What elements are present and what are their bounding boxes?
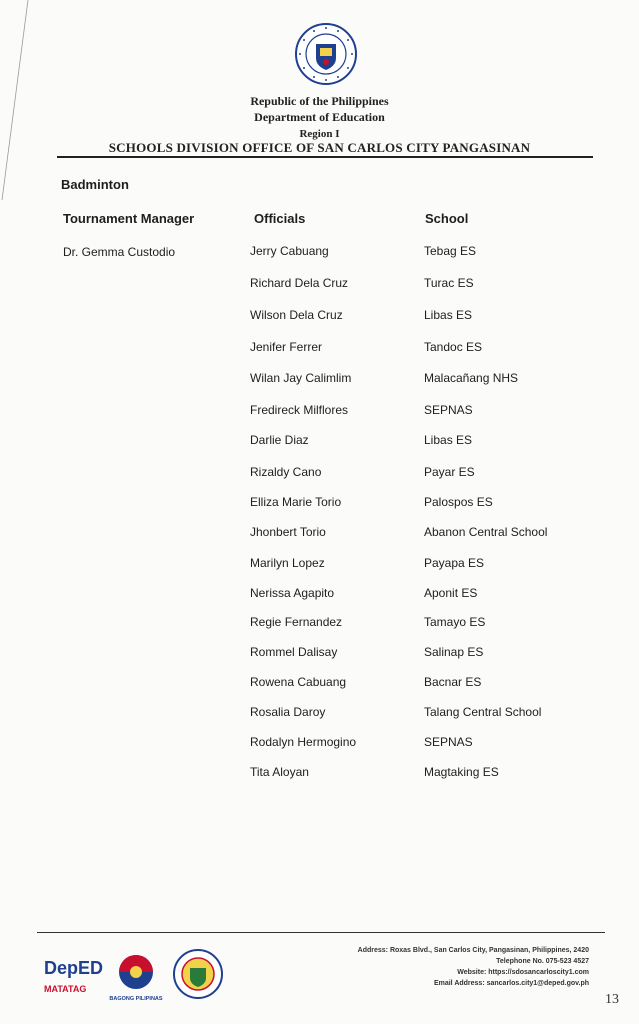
header-republic: Republic of the Philippines — [250, 94, 389, 108]
school-name: Bacnar ES — [424, 675, 482, 689]
official-name: Marilyn Lopez — [250, 556, 325, 570]
tournament-manager-name: Dr. Gemma Custodio — [63, 245, 176, 259]
school-name: Malacañang NHS — [424, 371, 519, 385]
table-row — [0, 276, 639, 292]
official-name: Wilson Dela Cruz — [250, 308, 343, 322]
official-name: Rizaldy Cano — [250, 465, 322, 479]
table-row — [0, 735, 639, 751]
footer-website[interactable]: Website: https://sdosancarloscity1.com — [457, 969, 589, 976]
table-row — [0, 403, 639, 419]
school-name: Abanon Central School — [424, 525, 548, 539]
table-row — [0, 308, 639, 324]
official-name: Rosalia Daroy — [250, 705, 326, 719]
official-name: Jhonbert Torio — [250, 525, 326, 539]
school-name: Tandoc ES — [424, 340, 483, 354]
school-name: Tebag ES — [424, 244, 477, 258]
table-row — [0, 645, 639, 661]
school-name: Salinap ES — [424, 645, 484, 659]
official-name: Richard Dela Cruz — [250, 276, 349, 290]
school-name: Payar ES — [424, 465, 475, 479]
table-row — [0, 586, 639, 602]
official-name: Elliza Marie Torio — [250, 495, 342, 509]
table-row — [0, 371, 639, 387]
table-row — [0, 765, 639, 781]
school-name: SEPNAS — [424, 403, 473, 417]
header-divider — [57, 156, 593, 158]
header-region: Region I — [299, 128, 340, 140]
school-name: Tamayo ES — [424, 615, 486, 629]
school-name: Libas ES — [424, 308, 473, 322]
official-name: Jerry Cabuang — [250, 244, 329, 258]
table-row — [0, 244, 639, 260]
table-row — [0, 433, 639, 449]
column-header-school: School — [425, 211, 469, 226]
section-title: Badminton — [61, 177, 129, 192]
official-name: Regie Fernandez — [250, 615, 343, 629]
logo-bagong-pilipinas-text: BAGONG PILIPINAS — [109, 996, 163, 1002]
official-name: Rowena Cabuang — [250, 675, 347, 689]
school-name: SEPNAS — [424, 735, 473, 749]
column-header-officials: Officials — [254, 211, 306, 226]
footer-logos — [40, 946, 240, 1006]
official-name: Wilan Jay Calimlim — [250, 371, 352, 385]
table-row — [0, 615, 639, 631]
column-header-tournament-manager: Tournament Manager — [63, 211, 195, 226]
school-name: Libas ES — [424, 433, 473, 447]
school-name: Palospos ES — [424, 495, 493, 509]
page-number: 13 — [605, 992, 619, 1007]
official-name: Nerissa Agapito — [250, 586, 335, 600]
footer-contact — [358, 945, 589, 989]
table-row — [0, 525, 639, 541]
official-name: Jenifer Ferrer — [250, 340, 323, 354]
deped-matatag-logo — [44, 958, 103, 994]
table-row — [0, 675, 639, 691]
sdo-seal-logo — [174, 950, 222, 998]
table-row — [0, 556, 639, 572]
school-name: Talang Central School — [424, 705, 542, 719]
table-row — [0, 705, 639, 721]
official-name: Rodalyn Hermogino — [250, 735, 357, 749]
footer-address: Address: Roxas Blvd., San Carlos City, Pangasinan, Philippines, 2420 — [357, 947, 589, 954]
deped-seal — [294, 22, 358, 86]
table-row — [0, 495, 639, 511]
logo-deped-text: DepED — [44, 958, 104, 978]
header-division: SCHOOLS DIVISION OFFICE OF SAN CARLOS CITY PANGASINAN — [108, 140, 531, 155]
table-row — [0, 340, 639, 356]
footer-telephone: Telephone No. 075-523 4527 — [496, 958, 589, 965]
table-row — [0, 465, 639, 481]
bagong-pilipinas-logo — [109, 955, 163, 1002]
official-name: Darlie Diaz — [250, 433, 309, 447]
official-name: Tita Aloyan — [250, 765, 309, 779]
school-name: Aponit ES — [424, 586, 478, 600]
official-name: Fredireck Milflores — [250, 403, 349, 417]
logo-matatag-text: MATATAG — [44, 984, 87, 994]
footer-divider — [37, 932, 605, 933]
school-name: Magtaking ES — [424, 765, 499, 779]
official-name: Rommel Dalisay — [250, 645, 338, 659]
school-name: Turac ES — [424, 276, 474, 290]
school-name: Payapa ES — [424, 556, 485, 570]
footer-email[interactable]: Email Address: sancarlos.city1@deped.gov.ph — [433, 980, 589, 987]
header-department: Department of Education — [254, 110, 385, 124]
